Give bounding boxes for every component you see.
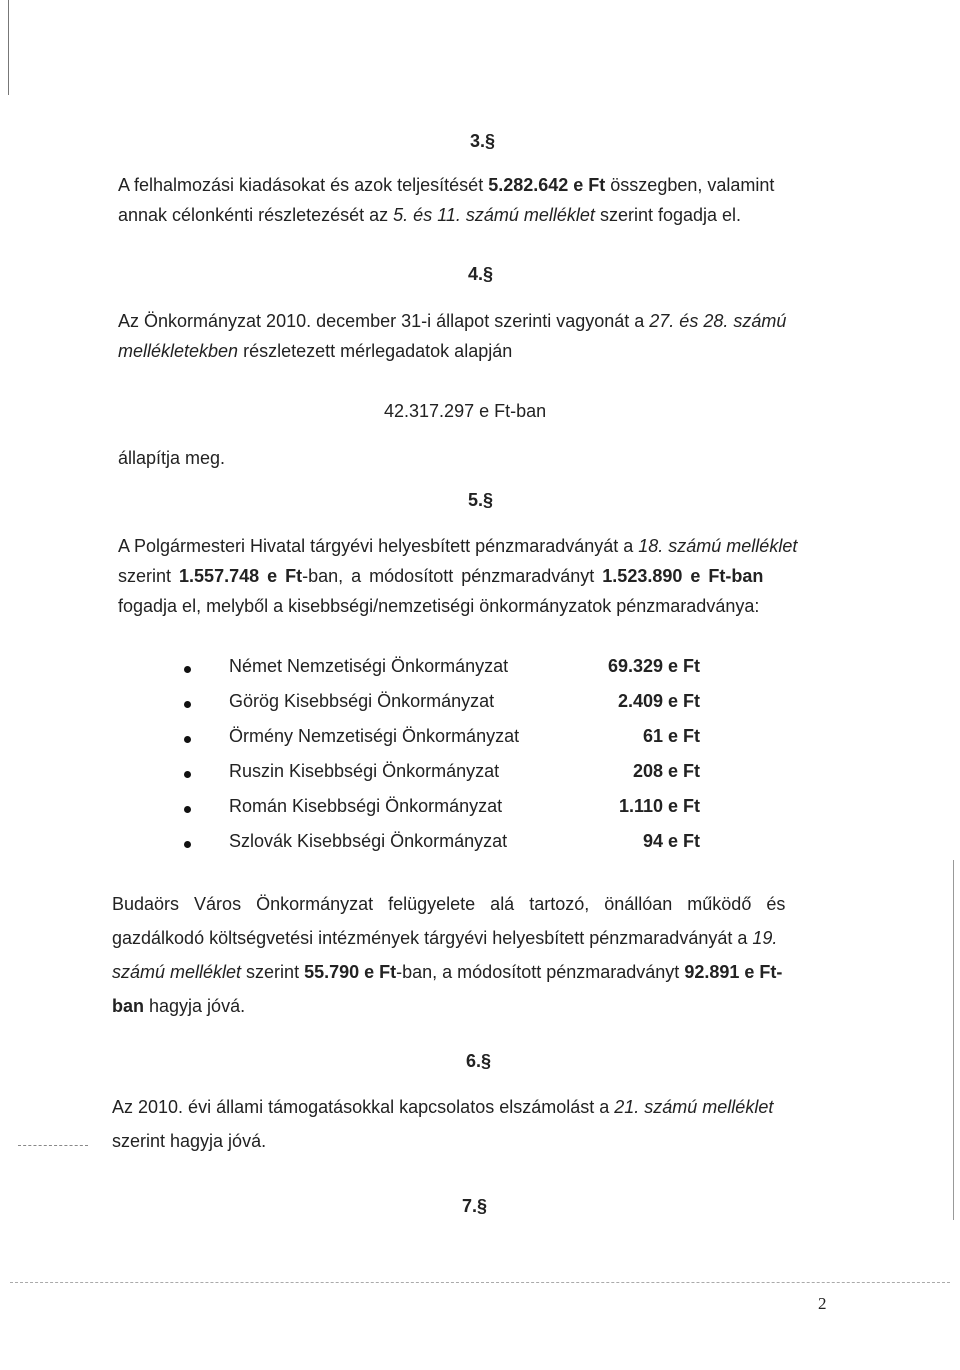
list-item-label: Német Nemzetiségi Önkormányzat — [229, 656, 509, 676]
list-item — [184, 691, 724, 726]
list-item — [184, 796, 724, 831]
institutions-line-2: gazdálkodó költségvetési intézmények tárgyévi helyesbített pénzmaradványát a 19. — [112, 928, 778, 948]
list-item-amount: 208 e Ft — [632, 761, 700, 781]
bullet-icon — [184, 806, 191, 813]
minority-balance-list — [184, 656, 724, 866]
section-4-line-2: mellékletekben részletezett mérlegadatok alapján — [118, 341, 513, 361]
list-item — [184, 656, 724, 691]
institutions-modified-amount: 92.891 e Ft- — [684, 962, 783, 982]
list-item-label: Ruszin Kisebbségi Önkormányzat — [229, 761, 500, 781]
section-3-line-1: A felhalmozási kiadásokat és azok teljesítését 5.282.642 e Ft összegben, valamint — [118, 175, 775, 195]
scan-dashed-mark — [18, 1145, 88, 1147]
annex-reference: 18. számú melléklet — [638, 536, 798, 556]
modositott-amount: 1.523.890 e Ft-ban — [602, 566, 764, 586]
section-5-line-3: fogadja el, melyből a kisebbségi/nemzetiségi önkormányzatok pénzmaradványa: — [118, 596, 760, 616]
section-4-line-1: Az Önkormányzat 2010. december 31-i állapot szerinti vagyonát a 27. és 28. számú — [118, 311, 787, 331]
institutions-amount: 55.790 e Ft — [304, 962, 397, 982]
section-3-paragraph — [118, 170, 858, 230]
list-item-label: Román Kisebbségi Önkormányzat — [229, 796, 503, 816]
institutions-line-4: ban hagyja jóvá. — [112, 996, 246, 1016]
list-item — [184, 761, 724, 796]
list-item-label: Szlovák Kisebbségi Önkormányzat — [229, 831, 508, 851]
section-4-closing: állapítja meg. — [118, 448, 226, 468]
section-5-line-1: A Polgármesteri Hivatal tárgyévi helyesbített pénzmaradványát a 18. számú melléklet — [118, 536, 798, 556]
list-item — [184, 726, 724, 761]
list-item — [184, 831, 724, 866]
page-number: 2 — [818, 1294, 827, 1313]
section-5-heading: 5.§ — [468, 490, 494, 510]
section-5-paragraph — [118, 531, 878, 621]
bullet-icon — [184, 841, 191, 848]
section-3-line-2: annak célonkénti részletezését az 5. és 11. számú melléklet szerint fogadja el. — [118, 205, 742, 225]
scan-dashed-line — [10, 1282, 950, 1284]
section-4-heading: 4.§ — [468, 264, 494, 284]
list-item-amount: 61 e Ft — [642, 726, 700, 746]
list-item-label: Örmény Nemzetiségi Önkormányzat — [229, 726, 520, 746]
bullet-icon — [184, 771, 191, 778]
list-item-label: Görög Kisebbségi Önkormányzat — [229, 691, 495, 711]
annex-reference: 5. és 11. számú melléklet — [393, 205, 595, 225]
annex-reference: 21. számú melléklet — [614, 1097, 774, 1117]
section-6-line-1: Az 2010. évi állami támogatásokkal kapcsolatos elszámolást a 21. számú melléklet — [112, 1097, 774, 1117]
vagyon-amount: 42.317.297 e Ft-ban — [384, 401, 547, 421]
bullet-icon — [184, 666, 191, 673]
helyesbitett-amount: 1.557.748 e Ft — [179, 566, 303, 586]
felhalmozasi-amount: 5.282.642 e Ft — [488, 175, 606, 195]
section-5-line-2: szerint 1.557.748 e Ft-ban, a módosított pénzmaradványt 1.523.890 e Ft-ban — [118, 566, 764, 586]
section-6-heading: 6.§ — [466, 1051, 492, 1071]
section-6-line-2: szerint hagyja jóvá. — [112, 1131, 267, 1151]
list-item-amount: 1.110 e Ft — [618, 796, 700, 816]
scan-edge-line-right — [953, 860, 954, 1220]
list-item-amount: 2.409 e Ft — [617, 691, 700, 711]
list-item-amount: 94 e Ft — [642, 831, 700, 851]
list-item-amount: 69.329 e Ft — [607, 656, 700, 676]
section-6-paragraph — [112, 1090, 872, 1158]
section-7-heading: 7.§ — [462, 1196, 488, 1216]
bullet-icon — [184, 736, 191, 743]
institutions-line-3: számú melléklet szerint 55.790 e Ft-ban, a módosított pénzmaradványt 92.891 e Ft- — [112, 962, 783, 982]
annex-reference: 27. és 28. számú — [649, 311, 787, 331]
bullet-icon — [184, 701, 191, 708]
section-3-heading: 3.§ — [470, 131, 496, 151]
institutions-paragraph — [112, 887, 852, 1023]
scan-edge-line — [8, 0, 9, 95]
section-4-paragraph — [118, 306, 878, 366]
institutions-line-1: Budaörs Város Önkormányzat felügyelete alá tartozó, önállóan működő és — [112, 894, 786, 914]
